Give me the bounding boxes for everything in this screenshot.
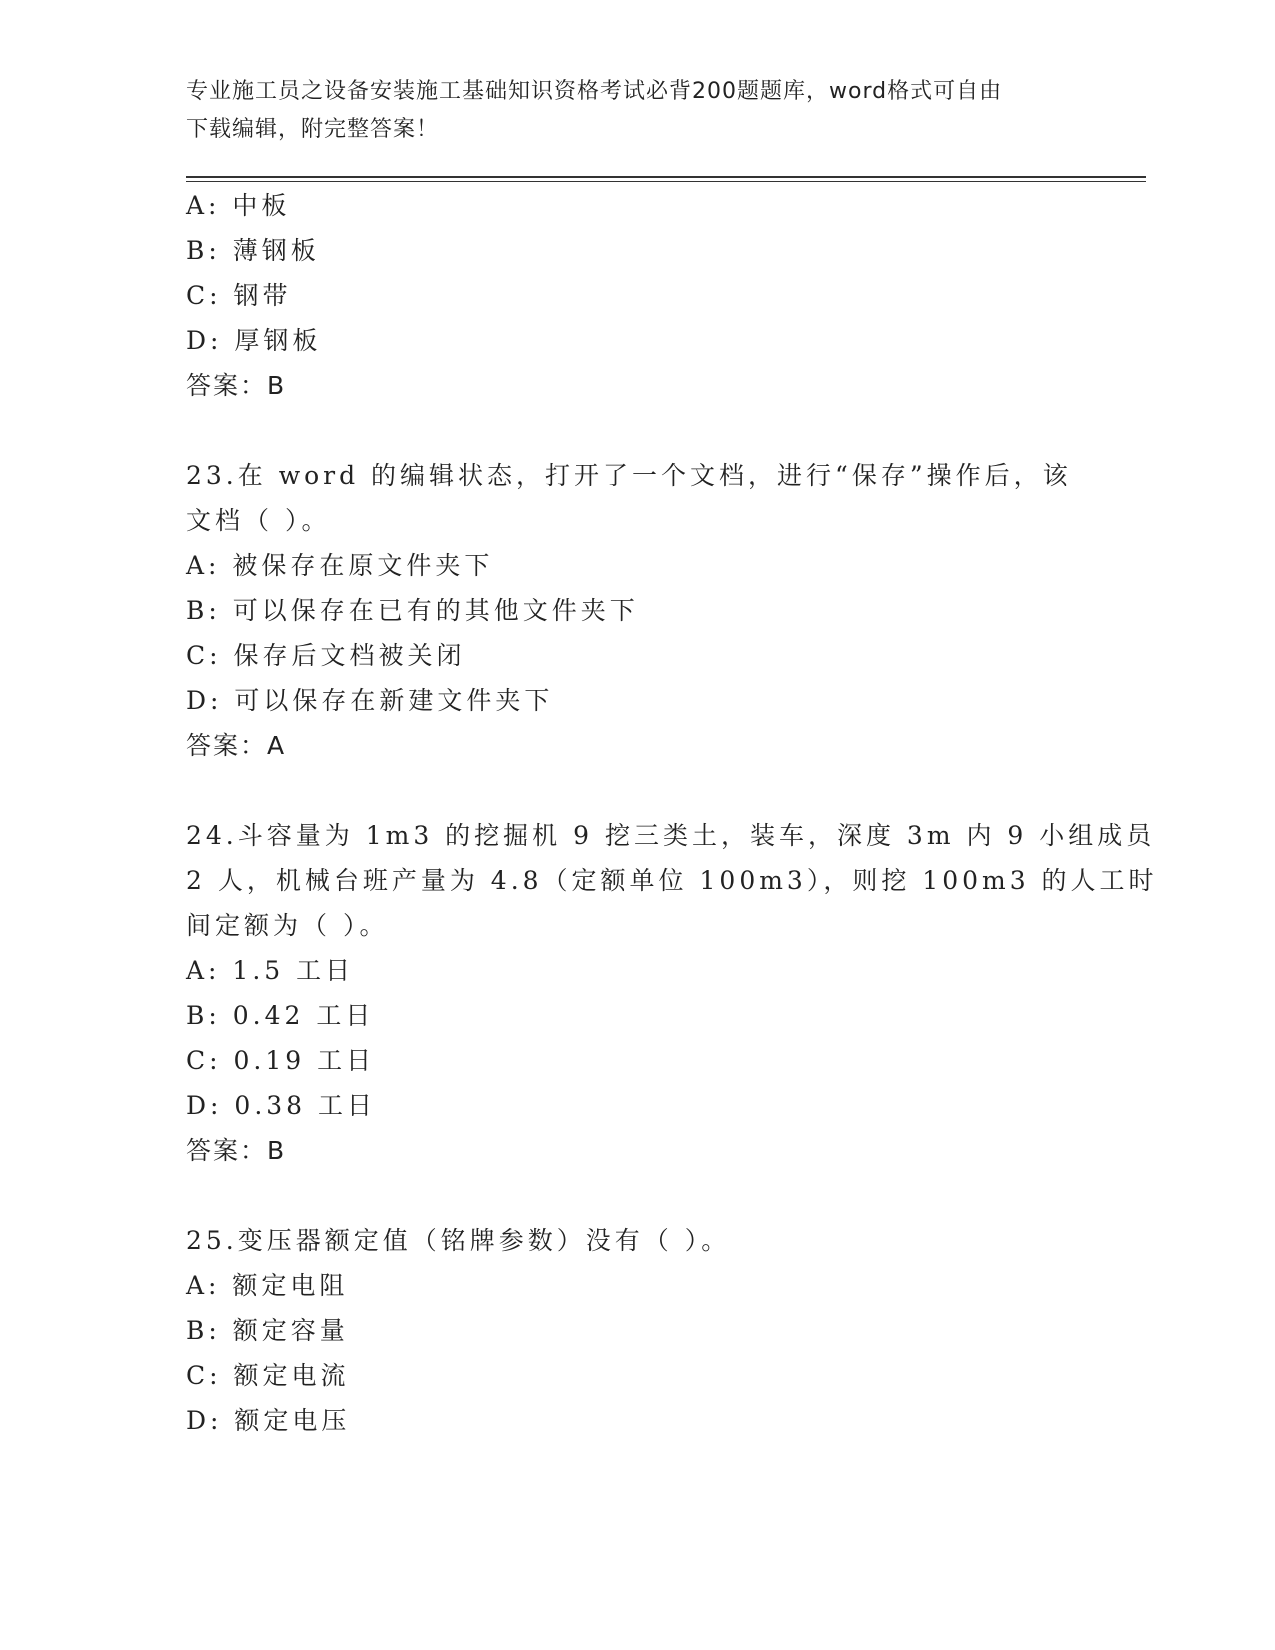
q23-option-d: D: 可以保存在新建文件夹下 (186, 686, 554, 715)
q25-option-b: B: 额定容量 (186, 1316, 349, 1345)
header-rule-thin (186, 181, 1146, 182)
q24-option-d: D: 0.38 工日 (186, 1091, 377, 1120)
q24-answer: 答案：B (186, 1136, 287, 1165)
q24-stem-line-2: 2 人，机械台班产量为 4.8（定额单位 100m3），则挖 100m3 的人工时 (186, 866, 1158, 895)
q22-option-a: A: 中板 (186, 191, 291, 220)
q24-option-a: A: 1.5 工日 (186, 956, 355, 985)
q25-option-a: A: 额定电阻 (186, 1271, 349, 1300)
q23-option-c: C: 保存后文档被关闭 (186, 641, 466, 670)
q22-answer: 答案：B (186, 371, 287, 400)
q22-option-c: C: 钢带 (186, 281, 292, 310)
q25-stem-line-1: 25.变压器额定值（铭牌参数）没有（ ）。 (186, 1226, 731, 1255)
q24-stem-line-3: 间定额为（ ）。 (186, 911, 389, 940)
q23-option-a: A: 被保存在原文件夹下 (186, 551, 494, 580)
document-header (186, 73, 1086, 149)
q24-stem-line-1: 24.斗容量为 1m3 的挖掘机 9 挖三类土，装车，深度 3m 内 9 小组成员 (186, 821, 1156, 850)
q23-stem-line-2: 文档（ ）。 (186, 506, 331, 535)
header-line-1: 专业施工员之设备安装施工基础知识资格考试必背200题题库，word格式可自由 (186, 79, 1003, 104)
q25-option-d: D: 额定电压 (186, 1406, 351, 1435)
q25-option-c: C: 额定电流 (186, 1361, 350, 1390)
q23-answer: 答案：A (186, 731, 287, 760)
q23-option-b: B: 可以保存在已有的其他文件夹下 (186, 596, 639, 625)
q24-option-c: C: 0.19 工日 (186, 1046, 376, 1075)
q22-option-d: D: 厚钢板 (186, 326, 322, 355)
q24-option-b: B: 0.42 工日 (186, 1001, 375, 1030)
header-line-2: 下载编辑，附完整答案！ (186, 117, 440, 142)
q23-stem-line-1: 23.在 word 的编辑状态，打开了一个文档，进行“保存”操作后，该 (186, 461, 1072, 490)
q22-option-b: B: 薄钢板 (186, 236, 320, 265)
header-rule-thick (186, 176, 1146, 178)
